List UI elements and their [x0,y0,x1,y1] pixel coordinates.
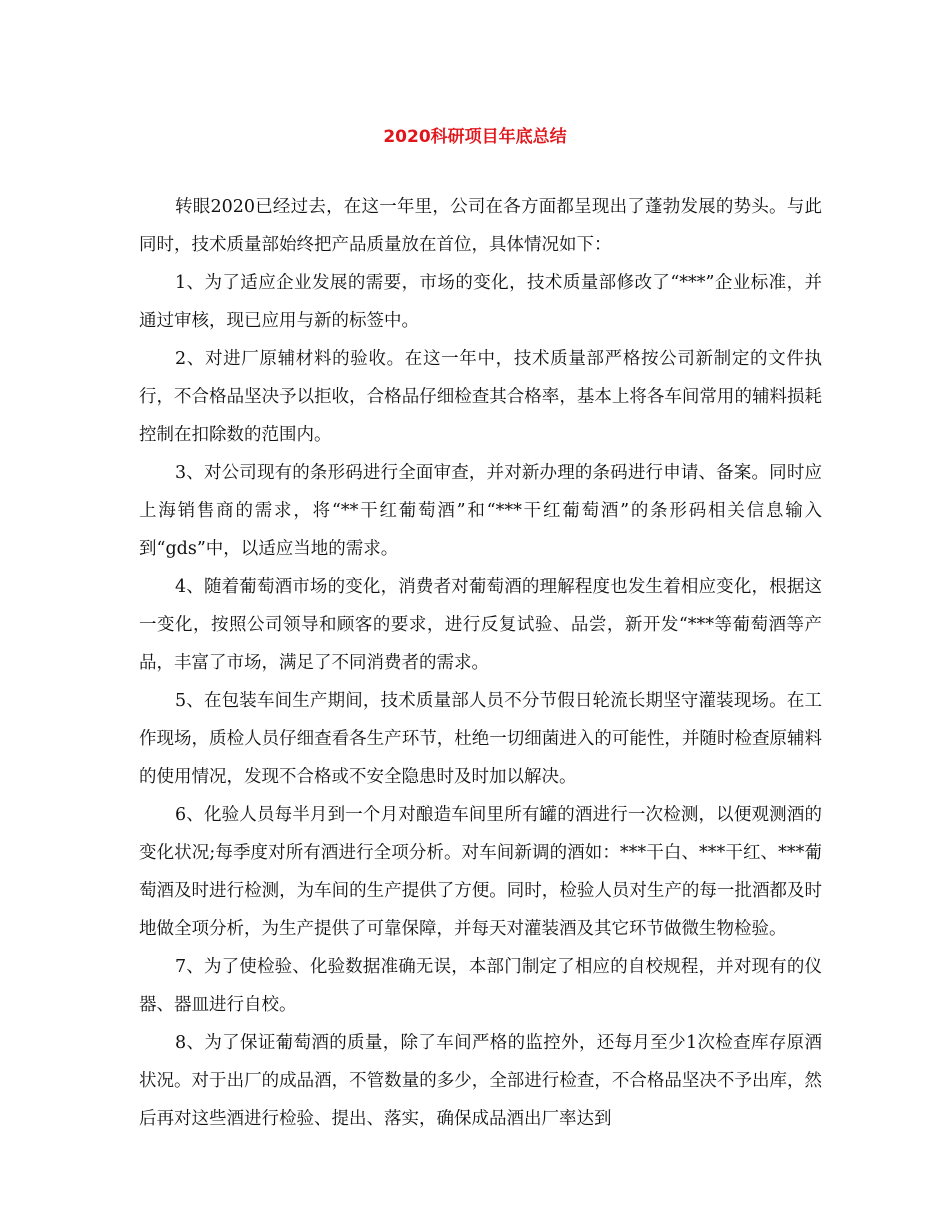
paragraph-item-6: 6、化验人员每半月到一个月对酿造车间里所有罐的酒进行一次检测，以便观测酒的变化状况;每季度对所有酒进行全项分析。对车间新调的酒如：***干白、***干红、***葡萄酒及时进行检测，为车间的生产提供了方便。同时，检验人员对生产的每一批酒都及时地做全项分析，为生产提供了可靠保障，并每天对灌装酒及其它环节做微生物检验。 [139,805,822,939]
paragraph-item-2: 2、对进厂原辅材料的验收。在这一年中，技术质量部严格按公司新制定的文件执行，不合格品坚决予以拒收，合格品仔细检查其合格率，基本上将各车间常用的辅料损耗控制在扣除数的范围内。 [139,349,822,445]
document-body [139,188,822,1138]
paragraph-item-7: 7、为了使检验、化验数据准确无误，本部门制定了相应的自校规程，并对现有的仪器、器皿进行自校。 [139,957,822,1015]
paragraph-item-4: 4、随着葡萄酒市场的变化，消费者对葡萄酒的理解程度也发生着相应变化，根据这一变化，按照公司领导和顾客的要求，进行反复试验、品尝，新开发“***等葡萄酒等产品，丰富了市场，满足了不同消费者的需求。 [139,577,822,673]
paragraph-item-5: 5、在包装车间生产期间，技术质量部人员不分节假日轮流长期坚守灌装现场。在工作现场，质检人员仔细查看各生产环节，杜绝一切细菌进入的可能性，并随时检查原辅料的使用情况，发现不合格或不安全隐患时及时加以解决。 [139,691,822,787]
paragraph-item-8: 8、为了保证葡萄酒的质量，除了车间严格的监控外，还每月至少1次检查库存原酒状况。对于出厂的成品酒，不管数量的多少，全部进行检查，不合格品坚决不予出库，然后再对这些酒进行检验、提出、落实，确保成品酒出厂率达到 [139,1033,822,1129]
document-title: 2020科研项目年底总结 [383,127,567,147]
paragraph-item-1: 1、为了适应企业发展的需要，市场的变化，技术质量部修改了“***”企业标准，并通过审核，现已应用与新的标签中。 [139,273,822,331]
intro-paragraph: 转眼2020已经过去，在这一年里，公司在各方面都呈现出了蓬勃发展的势头。与此同时，技术质量部始终把产品质量放在首位，具体情况如下： [139,197,822,255]
paragraph-item-3: 3、对公司现有的条形码进行全面审查，并对新办理的条码进行申请、备案。同时应上海销售商的需求，将“**干红葡萄酒”和“***干红葡萄酒”的条形码相关信息输入到“gds”中，以适应当地的需求。 [139,463,822,559]
